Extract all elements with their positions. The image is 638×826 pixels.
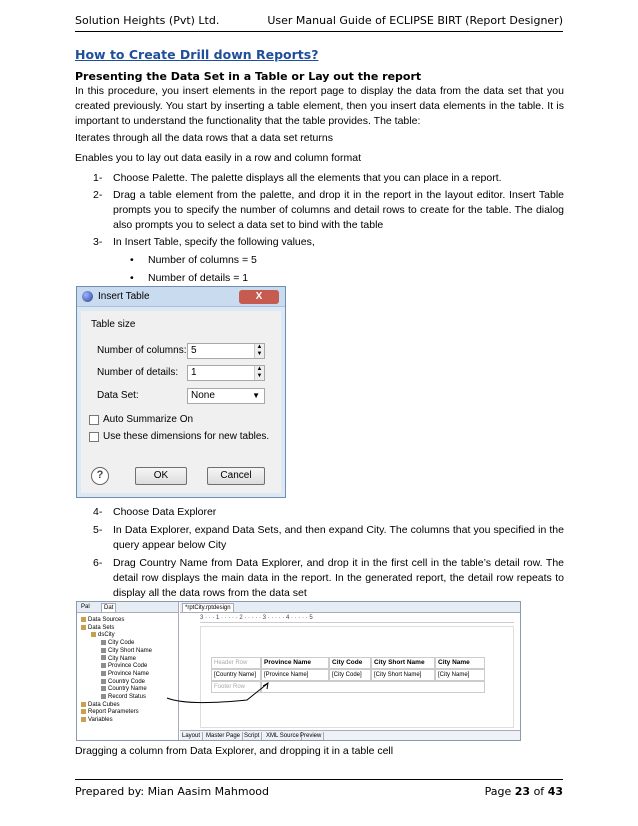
spinner-icon[interactable]: ▲ ▼ (254, 366, 264, 380)
tab-preview[interactable]: Preview (298, 732, 324, 740)
dialog-body (81, 311, 281, 493)
bullet-text: Number of columns = 5 (148, 254, 257, 266)
tree-node[interactable]: Variables (81, 716, 113, 724)
detail-cell[interactable]: [City Code] (329, 669, 371, 681)
header-cell[interactable]: Province Name (261, 657, 329, 669)
bullet-text: Number of details = 1 (148, 272, 249, 284)
ok-button[interactable]: OK (135, 467, 187, 485)
column-icon (101, 648, 106, 653)
tree-node[interactable]: Country Code (101, 678, 145, 686)
folder-icon (81, 702, 86, 707)
step-number: 5- (93, 524, 103, 536)
use-dimensions-checkbox[interactable] (89, 432, 99, 442)
tab-rptcity[interactable]: *rptCity.rptdesign (182, 603, 234, 612)
page-header (75, 14, 563, 32)
column-icon (101, 640, 106, 645)
spinner-icon[interactable]: ▲ ▼ (254, 344, 264, 358)
tree-node[interactable]: Data Cubes (81, 701, 120, 709)
footer-row[interactable] (261, 681, 485, 693)
intro-paragraph: In this procedure, you insert elements in the report page to display the data from the data set that you created previously. You start by inserting a table element, then you insert data elements in the table. It is important to understand the functionality that the table provides. The table: (75, 85, 564, 127)
step-number: 6- (93, 557, 103, 569)
layout-editor (200, 626, 514, 728)
column-icon (101, 694, 106, 699)
document-page: Solution Heights (Pvt) Ltd. User Manual Guide of ECLIPSE BIRT (Report Designer) How to Create Drill down Reports? Presenting the Data Set in a Table or Lay out the report In this procedure, you insert elements in the report page to display the data from the data set that you created previously. You start by inserting a table element, then you insert data elements in the table. It is important to understand the functionality that the table provides. The table: Iterates through all the data rows that a data set returns Enables you to lay out data easily in a row and column format 1- Choose Palette. The palette displays all the elements that you can place in a report. 2- Drag a table element from the palette, and drop it in the report in the layout editor. Insert Table prompts you to specify the number of columns and detail rows to create for the table. The dialog also prompts you to select a data set to bind with the table 3- In Insert Table, specify the following values, • Number of columns = 5 • Number of details = 1 Insert Table X Table size Number of columns: 5 ▲ ▼ Number of details: 1 ▲ ▼ Data Set: None ▼ Auto Summarize On Use these dimensions for new tables. ? OK Cancel 4- Choose Data Explorer 5- In Data Explorer, expand Data Sets, and then expand City. The columns that you specified in the query appear below City 6- Drag Country Name from Data Explorer, and drop it in the first cell in the table’s detail row. The detail row displays the main data in the report. In the generated report, the detail row repeats to display all the data rows from the data set Pal Dat Data Sources Data Sets dsCity City Code City Short Name City Name Province Code Province Name Country Code Country Name Record Status Data Cubes Report Parameters Variables *rptCity.rptdesign 3 · · · 1 · · · · · 2 · · · · · 3 · · · · · 4 · · · · · 5 Header Row Province Name City Code City Short Name City Name [Country Name] [Province Name] [City Code] [City Short Name] [City Name] Footer Row Layout Master Page Script XML Source Preview Dragging a column from Data Explorer, and dropping it in a table cell Prepared by: Mian Aasim Mahmood Page 23 of 43 (0, 0, 638, 826)
column-icon (101, 655, 106, 660)
column-icon (101, 663, 106, 668)
detail-cell[interactable]: [City Name] (435, 669, 485, 681)
detail-cell[interactable]: [Province Name] (261, 669, 329, 681)
editor-bottom-tabs (180, 730, 520, 740)
insert-table-dialog (76, 286, 286, 498)
tree-node[interactable]: City Name (101, 655, 136, 663)
tab-xml-source[interactable]: XML Source (264, 732, 302, 740)
step-number: 4- (93, 506, 103, 518)
column-icon (101, 686, 106, 691)
subsection-title: Presenting the Data Set in a Table or Lay out the report (75, 70, 422, 83)
tree-node[interactable]: City Code (101, 639, 134, 647)
step-text: In Data Explorer, expand Data Sets, and then expand City. The columns that you specified in the query appear below City (113, 524, 564, 551)
tree-node[interactable]: Data Sets (81, 624, 114, 632)
editor-area (180, 602, 520, 740)
tab-palette[interactable]: Pal (81, 604, 90, 610)
tree-node[interactable]: Province Name (101, 670, 149, 678)
folder-icon (81, 625, 86, 630)
dialog-titlebar (77, 287, 285, 307)
page-number: Page 23 of 43 (484, 785, 563, 798)
step-text: Choose Palette. The palette displays all the elements that you can place in a report. (113, 172, 502, 184)
folder-icon (81, 617, 86, 622)
header-cell[interactable]: City Short Name (371, 657, 435, 669)
tree-node[interactable]: Report Parameters (81, 708, 139, 716)
header-cell[interactable]: City Code (329, 657, 371, 669)
columns-label: Number of columns: (97, 345, 187, 356)
dataset-select[interactable]: None ▼ (187, 388, 265, 404)
step-text: Choose Data Explorer (113, 506, 217, 518)
step-number: 2- (93, 189, 103, 201)
panel-tabs (77, 602, 178, 613)
table-feature-1: Iterates through all the data rows that a data set returns (75, 132, 333, 144)
tree-node[interactable]: Record Status (101, 693, 146, 701)
step-number: 3- (93, 236, 103, 248)
tree-node[interactable]: Country Name (101, 685, 147, 693)
header-company: Solution Heights (Pvt) Ltd. (75, 14, 220, 27)
step-text: Drag Country Name from Data Explorer, and drop it in the first cell in the table’s detail row. The detail row displays the main data in the report. In the generated report, the detail row repeats to display all the data rows from the data set (113, 557, 564, 599)
folder-icon (91, 632, 96, 637)
page-footer (75, 779, 563, 801)
dataset-label: Data Set: (97, 390, 139, 401)
figure-caption: Dragging a column from Data Explorer, and dropping it in a table cell (75, 745, 394, 757)
columns-input[interactable]: 5 ▲ ▼ (187, 343, 265, 359)
editor-tabs (180, 602, 520, 613)
tab-data-explorer[interactable]: Dat (101, 603, 116, 612)
chevron-down-icon: ▼ (252, 391, 260, 400)
column-icon (101, 679, 106, 684)
eclipse-screenshot (76, 601, 521, 741)
step-text: Drag a table element from the palette, and drop it in the report in the layout editor. Insert Table prompts you to specify the number of columns and detail rows to create for the table. The dialog also prompts you to select a data set to bind with the table (113, 189, 564, 231)
step-number: 1- (93, 172, 103, 184)
tab-master-page[interactable]: Master Page (204, 732, 243, 740)
column-icon (101, 671, 106, 676)
folder-icon (81, 717, 86, 722)
tree-node[interactable]: City Short Name (101, 647, 152, 655)
tab-script[interactable]: Script (242, 732, 262, 740)
ruler: 3 · · · 1 · · · · · 2 · · · · · 3 · · · · · 4 · · · · · 5 (200, 615, 514, 623)
auto-summarize-checkbox[interactable] (89, 415, 99, 425)
section-title: How to Create Drill down Reports? (75, 47, 319, 62)
footer-author: Prepared by: Mian Aasim Mahmood (75, 785, 270, 798)
eclipse-icon (82, 291, 93, 302)
table-size-group-label: Table size (91, 319, 136, 330)
help-icon[interactable]: ? (91, 467, 109, 485)
details-input[interactable]: 1 ▲ ▼ (187, 365, 265, 381)
tree-node[interactable]: dsCity (91, 631, 115, 639)
detail-cell[interactable]: [City Short Name] (371, 669, 435, 681)
cancel-button[interactable]: Cancel (207, 467, 265, 485)
tab-layout[interactable]: Layout (180, 732, 203, 740)
tree-node[interactable]: Data Sources (81, 616, 124, 624)
header-row-label[interactable]: Header Row (211, 657, 261, 669)
close-button[interactable]: X (239, 290, 279, 304)
footer-row-label[interactable]: Footer Row (211, 681, 261, 693)
table-feature-2: Enables you to lay out data easily in a row and column format (75, 152, 361, 164)
detail-cell[interactable]: [Country Name] (211, 669, 261, 681)
dialog-title: Insert Table (98, 291, 150, 302)
folder-icon (81, 709, 86, 714)
tree-node[interactable]: Province Code (101, 662, 147, 670)
data-explorer-panel (77, 602, 179, 740)
use-dimensions-label: Use these dimensions for new tables. (103, 431, 270, 442)
auto-summarize-label: Auto Summarize On (103, 414, 194, 425)
header-cell[interactable]: City Name (435, 657, 485, 669)
step-text: In Insert Table, specify the following values, (113, 236, 315, 248)
details-label: Number of details: (97, 367, 179, 378)
header-title: User Manual Guide of ECLIPSE BIRT (Report Designer) (267, 14, 563, 27)
